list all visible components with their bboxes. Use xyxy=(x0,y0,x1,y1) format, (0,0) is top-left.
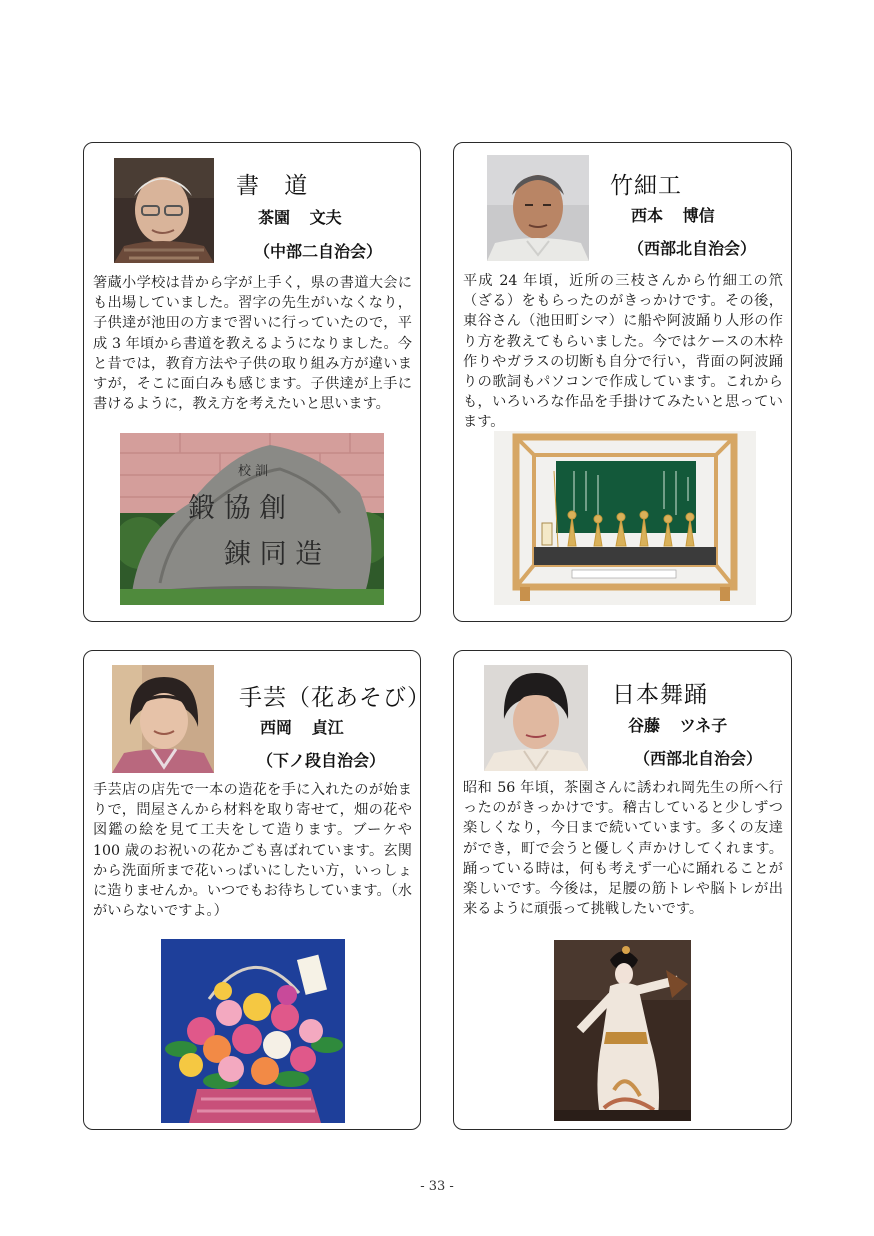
person-name: 西岡 貞江 xyxy=(260,718,344,737)
description-text: 箸蔵小学校は昔から字が上手く，県の書道大会にも出場していました。習字の先生がいなくなり，子供達が池田の方まで習いに行っていたので，平成 3 年頃から書道を教えるようになりました。今と昔では，教育方法や子供の取り組み方が違いますが，そこに面白みも感じます。子供達が上手に書けるように，教え方を考えたいと思います。 xyxy=(93,275,412,413)
hobby-title: 手芸（花あそび） xyxy=(239,685,431,711)
description-text: 平成 24 年頃，近所の三枝さんから竹細工の笊（ざる）をもらったのがきっかけです。その後，東谷さん（池田町シマ）に船や阿波踊り人形の作り方を教えてもらいました。今ではケースの木枠作りやガラスの切断も自分で行い，背面の阿波踊りの歌詞もパソコンで作成しています。これからも，いろいろな作品を手掛けてみたいと思っています。 xyxy=(463,273,783,431)
description-text: 手芸店の店先で一本の造花を手に入れたのが始まりで，問屋さんから材料を取り寄せて，畑の花や図鑑の絵を見て工夫をして造ります。ブーケや 100 歳のお祝いの花かごも喜ばれています。玄関から洗面所まで花いっぱいにしたい方，いっしょに造りませんか。いつでもお待ちしています。（水がいらないですよ。） xyxy=(93,782,412,920)
description-text: 昭和 56 年頃，茶園さんに誘われ岡先生の所へ行ったのがきっかけです。稽古していると少しずつ楽しくなり，今日まで続いています。多くの友達ができ，町で会うと優しく声かけしてくれます。踊っている時は，何も考えず一心に踊れることが楽しいです。今後は，足腰の筋トレや脳トレが出来るように頑張って挑戦したいです。 xyxy=(463,780,783,918)
hobby-title: 竹細工 xyxy=(610,173,682,199)
card-handicraft xyxy=(83,650,431,1130)
person-name: 西本 博信 xyxy=(631,206,715,225)
portrait-woman-image xyxy=(112,665,214,773)
flower-basket-image xyxy=(161,939,345,1123)
bamboo-display-case-image xyxy=(494,431,756,605)
stone-inscription-row2: 錬 同 造 xyxy=(224,539,323,570)
association-name: （中部二自治会） xyxy=(254,242,383,261)
portrait-photo xyxy=(487,155,589,261)
bamboo-case-photo xyxy=(494,431,756,605)
association-name: （下ノ段自治会） xyxy=(257,751,386,770)
flower-basket-photo xyxy=(161,939,345,1123)
association-name: （西部北自治会） xyxy=(628,239,757,258)
portrait-photo xyxy=(484,665,588,771)
stone-inscription-motto: 校 訓 xyxy=(238,464,269,479)
portrait-photo xyxy=(114,158,214,263)
portrait-elderly-man-image xyxy=(114,158,214,263)
card-japanese-dance xyxy=(453,650,792,1130)
person-name: 谷藤 ツネ子 xyxy=(628,716,728,735)
hobby-title: 書 道 xyxy=(236,173,309,199)
association-name: （西部北自治会） xyxy=(634,749,763,768)
page-number: - 33 - xyxy=(420,1179,454,1194)
portrait-woman-image xyxy=(484,665,588,771)
stone-monument-photo xyxy=(120,433,384,605)
card-calligraphy xyxy=(83,142,421,622)
stone-inscription-row1: 鍛 協 創 xyxy=(188,493,287,524)
kimono-dancer-image xyxy=(554,940,691,1121)
portrait-man-image xyxy=(487,155,589,261)
person-name: 茶園 文夫 xyxy=(258,208,342,227)
dancer-photo xyxy=(554,940,691,1121)
portrait-photo xyxy=(112,665,214,773)
hobby-title: 日本舞踊 xyxy=(612,682,708,708)
stone-monument-image xyxy=(120,433,384,605)
card-bamboo-craft xyxy=(453,142,792,622)
